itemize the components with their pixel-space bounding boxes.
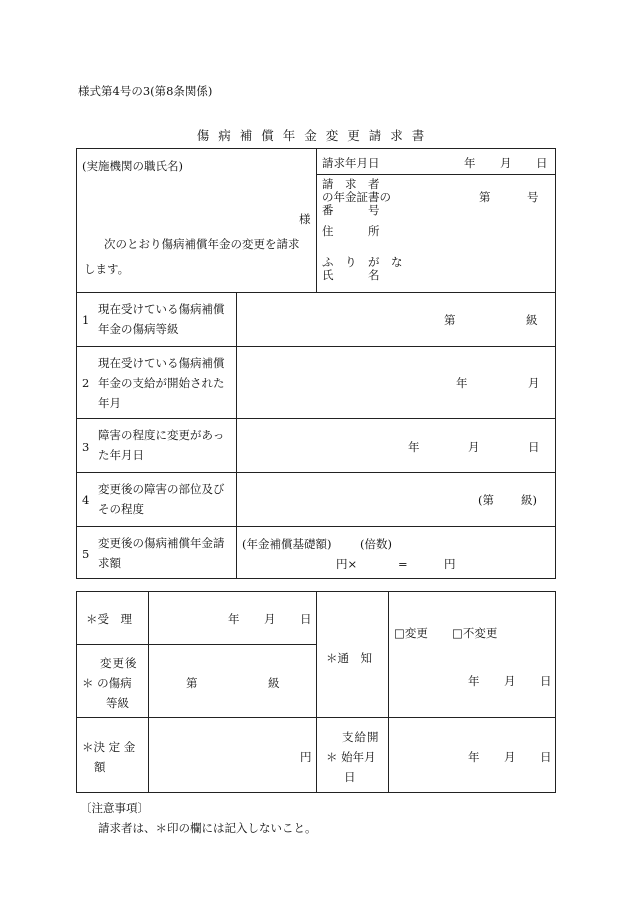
cert-label-2: の年金証書の: [322, 190, 391, 204]
row5-label-line1: 変更後の傷病補償年金請: [98, 536, 225, 550]
row3-label-line2: た年月日: [98, 448, 144, 462]
decision-label-line2: 額: [94, 760, 106, 774]
row5-label-line2: 求額: [98, 556, 121, 570]
office-vline-3: [388, 591, 389, 793]
request-date-day: 日: [536, 156, 548, 170]
form-reference: 様式第4号の3(第8条関係): [78, 84, 213, 98]
row-line-5: [76, 526, 556, 527]
institution-input[interactable]: [82, 176, 310, 276]
notes-line1: 請求者は、＊印の欄には記入しないこと。: [98, 821, 317, 835]
request-date-year: 年: [464, 156, 476, 170]
row1-number: 1: [82, 313, 90, 327]
row5-equals: =: [398, 557, 408, 571]
address-label: 住 所: [322, 224, 380, 238]
row2-month: 月: [528, 376, 540, 390]
grade-label-line2: ＊ の傷病: [82, 676, 132, 690]
institution-label: (実施機関の職氏名): [82, 159, 183, 173]
office-hline-2: [76, 717, 556, 718]
receipt-year: 年: [228, 612, 240, 626]
grade-label-line1: 変更後: [100, 656, 138, 670]
row1-label-line1: 現在受けている傷病補償: [98, 302, 225, 316]
receipt-month: 月: [264, 612, 276, 626]
request-date-label: 請求年月日: [322, 156, 380, 170]
furigana-label: ふ り が な: [322, 255, 403, 269]
row2-label-line3: 年月: [98, 396, 121, 410]
header-divider: [316, 148, 317, 292]
row-line-2: [76, 346, 556, 347]
grade-kyu: 級: [268, 676, 280, 690]
row3-month: 月: [468, 440, 480, 454]
cert-label-1: 請 求 者: [322, 177, 380, 191]
office-vline-2: [316, 591, 317, 793]
row5-number: 5: [82, 547, 90, 561]
row1-kyu: 級: [526, 313, 538, 327]
notes-heading: 〔注意事項〕: [80, 801, 149, 815]
row2-year: 年: [456, 376, 468, 390]
notice-label: ＊通 知: [326, 651, 372, 665]
row-line-4: [76, 472, 556, 473]
row3-number: 3: [82, 440, 90, 454]
request-text-line2: します。: [84, 262, 130, 276]
check-change[interactable]: □変更: [394, 626, 428, 640]
form-title: 傷病補償年金変更請求書: [196, 128, 434, 143]
start-day: 日: [540, 750, 552, 764]
cert-go: 号: [527, 190, 539, 204]
request-text-line1: 次のとおり傷病補償年金の変更を請求: [104, 237, 300, 251]
row1-dai: 第: [444, 313, 456, 327]
row3-year: 年: [408, 440, 420, 454]
row4-label-line1: 変更後の障害の部位及び: [98, 482, 225, 496]
row2-label-line2: 年金の支給が開始された: [98, 376, 225, 390]
start-label-line1: 支給開: [342, 730, 380, 744]
decision-yen: 円: [300, 750, 312, 764]
row2-label-line1: 現在受けている傷病補償: [98, 356, 225, 370]
start-label-line2: ＊ 始年月: [326, 750, 376, 764]
row5-base-label: (年金補償基礎額): [242, 537, 332, 551]
row4-label-line2: その程度: [98, 502, 144, 516]
row5-multiplier-label: (倍数): [360, 537, 392, 551]
check-no-change[interactable]: □不変更: [452, 626, 498, 640]
start-month: 月: [504, 750, 516, 764]
start-year: 年: [468, 750, 480, 764]
row3-label-line1: 障害の程度に変更があっ: [98, 428, 225, 442]
notice-month: 月: [504, 674, 516, 688]
row4-paren-kyu: 級): [521, 493, 537, 507]
row-line-1: [76, 292, 556, 293]
row4-paren-dai: (第: [478, 493, 494, 507]
notice-year: 年: [468, 674, 480, 688]
row-line-3: [76, 418, 556, 419]
row2-number: 2: [82, 376, 90, 390]
date-row-line: [316, 174, 556, 175]
grade-label-line3: 等級: [106, 696, 129, 710]
rows-divider: [236, 292, 237, 579]
row4-number: 4: [82, 493, 90, 507]
receipt-day: 日: [300, 612, 312, 626]
notice-day: 日: [540, 674, 552, 688]
receipt-label: ＊受 理: [86, 612, 132, 626]
name-label: 氏 名: [322, 268, 380, 282]
grade-dai: 第: [186, 676, 198, 690]
cert-dai: 第: [479, 190, 491, 204]
start-label-line3: 日: [344, 770, 356, 784]
request-date-month: 月: [500, 156, 512, 170]
office-vline-1: [148, 591, 149, 793]
office-hline-1: [76, 644, 316, 645]
row3-day: 日: [528, 440, 540, 454]
decision-label-line1: ＊決 定 金: [82, 740, 136, 754]
row1-label-line2: 年金の傷病等級: [98, 322, 179, 336]
row5-yen-times: 円×: [336, 557, 358, 571]
sama-label: 様: [299, 212, 311, 226]
cert-label-3: 番 号: [322, 203, 380, 217]
row5-yen: 円: [444, 557, 456, 571]
